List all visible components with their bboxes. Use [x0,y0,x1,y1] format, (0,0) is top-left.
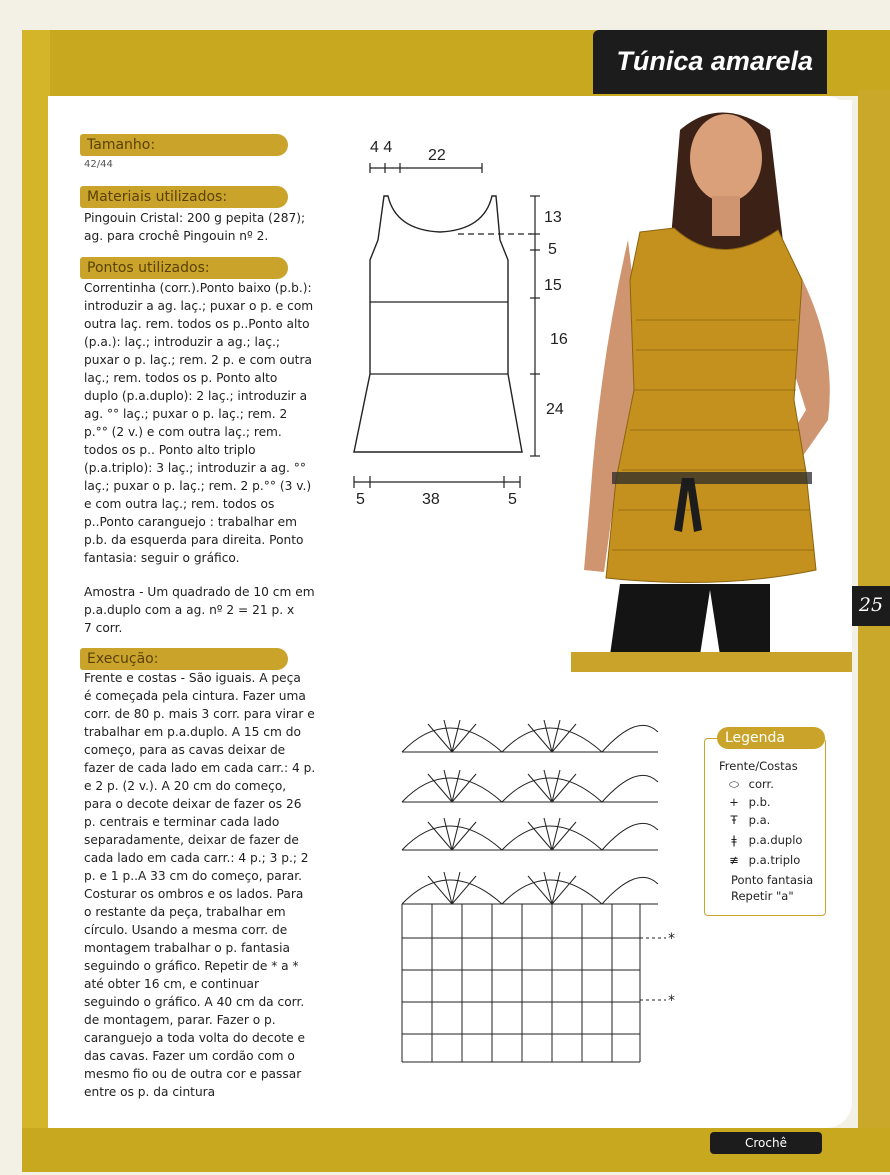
text-line: (p.a.): laç.; introduzir a ag.; laç.; [84,335,281,349]
legend-box [704,730,826,916]
legend-item [723,833,802,847]
text-line: p.b. da esquerda para direita. Ponto [84,533,304,547]
text-line: de montagem, parar. Fazer o p. [84,1013,276,1027]
text-line: entre os p. da cintura [84,1085,216,1099]
text-line: ag. °° laç.; puxar o p. laç.; rem. 2 [84,407,288,421]
text-line: p. e 1 p..A 33 cm do começo, parar. [84,869,302,883]
text-line: até obter 16 cm, e continuar [84,977,260,991]
garment-outline [354,196,522,452]
grid-rows [402,904,640,1062]
page-title: Túnica amarela [616,46,813,76]
legend-item-label: corr. [748,777,774,791]
text-line: p.a.duplo com a ag. nº 2 = 21 p. x [84,603,295,617]
text-line: montagem trabalhar o p. fantasia [84,941,290,955]
text-line: laç.; puxar o p. laç.; rem. 2 p.°° (3 v.) [84,479,312,493]
text-line: puxar o p. laç.; rem. 2 p. e com outra [84,353,312,367]
stitch-chart [388,704,688,1076]
fan-rows [402,725,658,904]
text-line: Costurar os ombros e os lados. Para [84,887,304,901]
text-line: p..Ponto caranguejo : trabalhar em [84,515,298,529]
repeat-mark-top: * [668,931,675,947]
text-line: introduzir a ag. laç.; puxar o p. e com [84,299,314,313]
text-line: p. centrais e terminar cada lado [84,815,280,829]
photo-bar [571,652,852,672]
dim-right-4: 24 [546,401,564,418]
text-line: ag. para crochê Pingouin nº 2. [84,229,269,243]
text-line: trabalhar em p.a.duplo. A 15 cm do [84,725,301,739]
dim-bottom-mid: 38 [422,491,440,508]
text-line: outra laç. rem. todos os p..Ponto alto [84,317,310,331]
section-label-pontos: Pontos utilizados: [80,257,288,279]
text-line: Pingouin Cristal: 200 g pepita (287); [84,211,306,225]
legend-item [723,853,800,867]
dim-right-3: 16 [550,331,568,348]
text-line: e 2 p. (2 v.). A 20 cm do começo, [84,779,287,793]
amostra-text [84,583,315,637]
execucao-text [84,669,315,1101]
text-line: Amostra - Um quadrado de 10 cm em [84,585,315,599]
legend-item-label: p.a.duplo [748,833,803,847]
text-line: Frente e costas - São iguais. A peça [84,671,301,685]
text-line: e com outra laç.; rem. todos os [84,497,275,511]
section-label-tamanho: Tamanho: [80,134,288,156]
text-line: laç.; rem. todos os p. Ponto alto [84,371,278,385]
title-box [593,30,827,94]
text-line: seguindo o gráfico. Repetir de * a * [84,959,299,973]
treble-crochet-icon: ǂ [731,833,737,847]
tunic [606,228,816,583]
materiais-text [84,209,305,245]
waist-cord [612,472,812,484]
legend-subtitle: Frente/Costas [719,759,798,773]
section-label-materiais: Materiais utilizados: [80,186,288,208]
left-strip [22,30,50,1170]
single-crochet-icon: + [729,795,739,809]
text-line: é começada pela cintura. Fazer uma [84,689,306,703]
text-line: todos os p.. Ponto alto triplo [84,443,256,457]
text-line: seguindo o gráfico. A 40 cm da corr. [84,995,305,1009]
face [690,114,762,202]
dim-right-1: 5 [548,241,557,258]
legend-item-label: p.a.triplo [748,853,801,867]
legs [610,584,770,655]
right-strip [858,90,890,1170]
dim-top-right: 22 [428,147,446,164]
section-label-execucao: Execução: [80,648,288,670]
dim-top-left: 4 4 [370,139,393,156]
text-line: Correntinha (corr.).Ponto baixo (p.b.): [84,281,312,295]
text-line: fazer de cada lado em cada carr.: 4 p. [84,761,316,775]
text-line: mesmo fio ou de outra cor e passar [84,1067,302,1081]
garment-schematic [340,130,590,510]
legend-footer-line2: Repetir "a" [731,889,794,903]
page-number: 25 [858,594,884,616]
fan-stitches [428,720,576,904]
dim-right-0: 13 [544,209,562,226]
legend-item [723,795,771,809]
legend-item [723,777,774,792]
text-line: separadamente, deixar de fazer de [84,833,299,847]
text-line: para o decote deixar de fazer os 26 [84,797,302,811]
text-line: 7 corr. [84,621,123,635]
dim-right-2: 15 [544,277,562,294]
text-line: corr. de 80 p. mais 3 corr. para virar e [84,707,315,721]
text-line: duplo (p.a.duplo): 2 laç.; introduzir a [84,389,308,403]
text-line: cada lado em cada carr.: 4 p.; 3 p.; 2 [84,851,309,865]
tamanho-value: 42/44 [84,159,113,170]
text-line: caranguejo a toda volta do decote e [84,1031,305,1045]
repeat-mark-bottom: * [668,993,675,1009]
legend-item-label: p.a. [748,813,771,827]
text-line: (p.a.triplo): 3 laç.; introduzir a ag. °° [84,461,306,475]
legend-item-label: p.b. [748,795,771,809]
text-line: o restante da peça, trabalhar em [84,905,286,919]
page-number-box [852,586,890,626]
pontos-text [84,279,313,567]
double-treble-icon: ≢ [729,853,739,867]
model-photo [570,100,852,655]
double-crochet-icon: Ŧ [730,813,738,827]
chain-stitch-icon: ⬭ [729,777,739,791]
dim-bottom-left: 5 [356,491,365,508]
text-line: círculo. Usando a mesma corr. de [84,923,288,937]
text-line: p.°° (2 v.) e com outra laç.; rem. [84,425,282,439]
text-line: começo, para as cavas deixar de [84,743,286,757]
dim-bottom-right: 5 [508,491,517,508]
legend-footer-line1: Ponto fantasia [731,873,814,887]
text-line: das cavas. Fazer um cordão com o [84,1049,295,1063]
legend-title: Legenda [717,727,825,749]
neck [712,196,740,236]
footer-tab: Crochê [710,1132,822,1154]
legend-item [723,813,770,827]
text-line: fantasia: seguir o gráfico. [84,551,240,565]
